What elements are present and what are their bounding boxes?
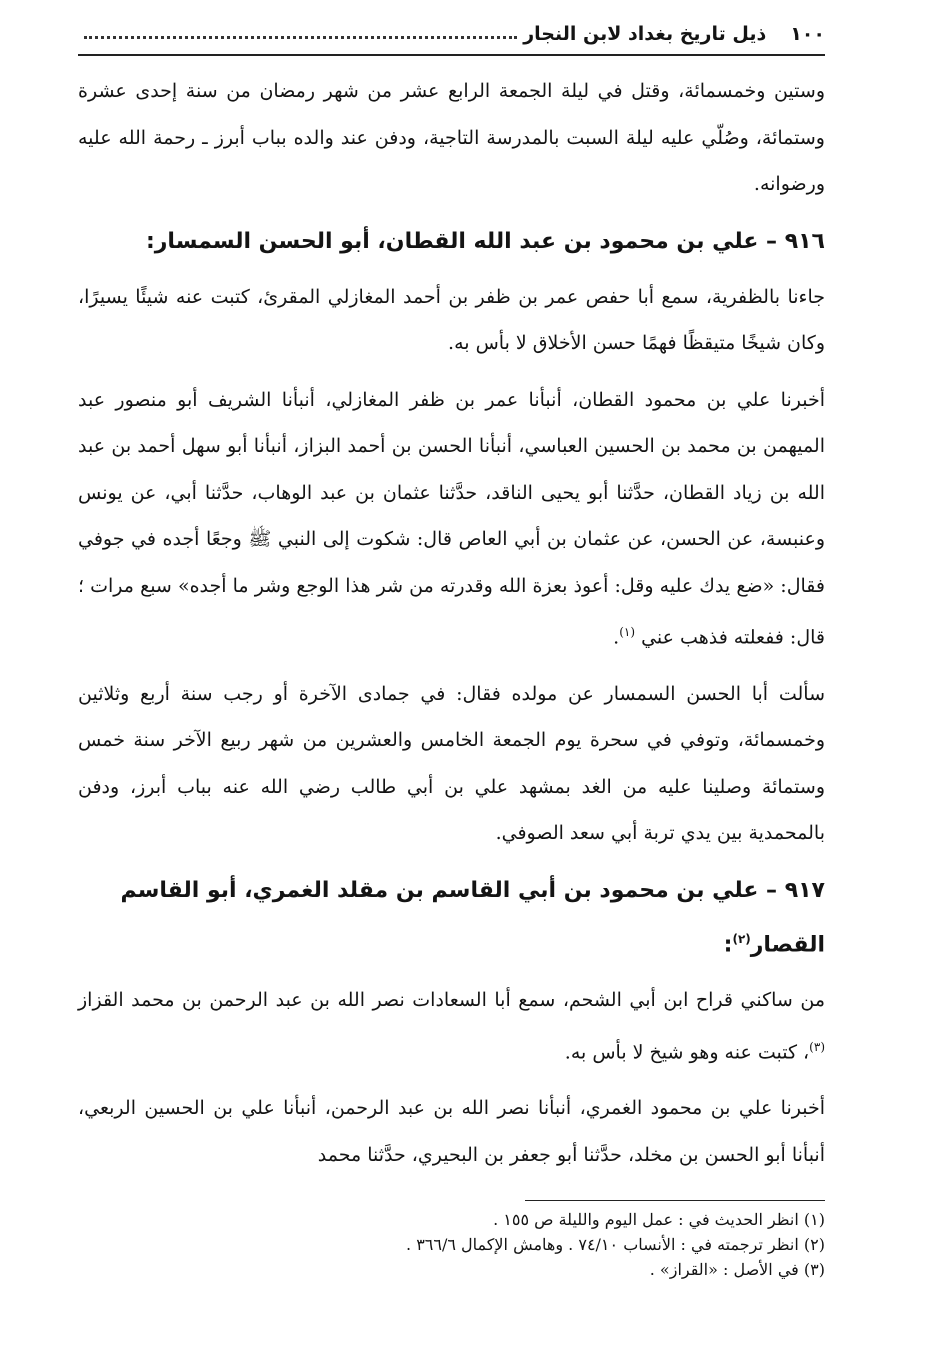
paragraph-continuation: وستين وخمسمائة، وقتل في ليلة الجمعة الرابع عشر من شهر رمضان من سنة إحدى عشرة وستمائة، وصُلّي عليه ليلة السبت بالمدرسة التاجية، ودفن عند والده بباب أبرز ـ رحمة الله عليه ورضوانه. bbox=[78, 80, 825, 195]
entry-917-heading: ٩١٧ – علي بن محمود بن أبي القاسم بن مقلد الغمري، أبو القاسم القصار$^{(٢)}$: bbox=[120, 877, 825, 958]
page-number: ١٠٠ bbox=[790, 23, 825, 45]
entry-916-heading: ٩١٦ – علي بن محمود بن عبد الله القطان، أبو الحسن السمسار: bbox=[145, 228, 825, 254]
entry-916-hadith-text: أخبرنا علي بن محمود القطان، أنبأنا عمر بن ظفر المغازلي، أنبأنا الشريف أبو منصور عبد الميهمن بن محمد بن الحسين العباسي، أنبأنا الحسن بن أحمد البزاز، أنبأنا أبو سهل أحمد بن عبد الله بن زياد القطان، حدَّثنا أبو يحيى الناقد، حدَّثنا عثمان بن عبد الوهاب، حدَّثنا أبي، عن يونس وعنبسة، عن الحسن، عن عثمان بن أبي العاص قال: شكوت إلى النبي ﷺ وجعًا أجده في جوفي فقال: «ضع يدك عليه وقل: أعوذ بعزة الله وقدرته من شر هذا الوجع وشر ما أجده» سبع مرات ؛ قال: ففعلته فذهب عني bbox=[78, 388, 825, 649]
footnote-ref-2: (٢) bbox=[732, 931, 751, 946]
entry-916-birth-death: سألت أبا الحسن السمسار عن مولده فقال: في جمادى الآخرة أو رجب سنة أربع وثلاثين وخمسمائة، وتوفي في سحرة يوم الجمعة الخامس والعشرين من شهر ربيع الآخر سنة خمس وستمائة وصلينا عليه من الغد بمشهد علي بن أبي طالب رضي الله عنه بباب أبرز، ودفن بالمحمدية بين يدي تربة أبي سعد الصوفي. bbox=[78, 682, 825, 845]
entry-917-bio-text-a: من ساكني قراح ابن أبي الشحم، سمع أبا السعادات نصر الله بن عبد الرحمن بن محمد القزاز bbox=[78, 989, 825, 1012]
footnote-ref-3: (٣) bbox=[809, 1039, 825, 1054]
footnote-ref-1: (١) bbox=[619, 625, 636, 639]
running-title: ذيل تاريخ بغداد لابن النجار bbox=[523, 23, 767, 45]
footnotes bbox=[78, 1200, 825, 1282]
footnote-rule bbox=[525, 1200, 825, 1201]
entry-916-bio: جاءنا بالظفرية، سمع أبا حفص عمر بن ظفر بن أحمد المغازلي المقرئ، كتبت عنه شيئًا يسيرًا، وكان شيخًا متيقظًا فهمًا حسن الأخلاق لا بأس به. bbox=[78, 285, 825, 354]
footnote-1: (١) انظر الحديث في : عمل اليوم والليلة ص ١٥٥ . bbox=[493, 1210, 825, 1229]
footnote-2: (٢) انظر ترجمته في : الأنساب ٧٤/١٠ . وهامش الإكمال ٣٦٦/٦ . bbox=[406, 1235, 825, 1254]
running-header bbox=[78, 14, 825, 56]
entry-916-hadith: أخبرنا علي بن محمود القطان، أنبأنا عمر بن ظفر المغازلي، أنبأنا الشريف أبو منصور عبد الميهمن بن محمد بن الحسين العباسي، أنبأنا الحسن بن أحمد البزاز، أنبأنا أبو سهل أحمد بن عبد الله بن زياد القطان، حدَّثنا أبو يحيى الناقد، حدَّثنا عثمان بن عبد الوهاب، حدَّثنا أبي، عن يونس وعنبسة، عن الحسن، عن عثمان بن أبي العاص قال: شكوت إلى النبي ﷺ وجعًا أجده في جوفي فقال: «ضع يدك عليه وقل: أعوذ بعزة الله وقدرته من شر هذا الوجع وشر ما أجده» سبع مرات ؛ قال: ففعلته فذهب عني $^{(١)}$. bbox=[78, 388, 825, 649]
footnote-3: (٣) في الأصل : «القراز» . bbox=[649, 1260, 825, 1279]
entry-917-bio-text-b: ، كتبت عنه وهو شيخ لا بأس به. bbox=[564, 1040, 810, 1063]
entry-917-heading-text: ٩١٧ – علي بن محمود بن أبي القاسم بن مقلد الغمري، أبو القاسم القصار bbox=[120, 877, 825, 958]
entry-917-bio bbox=[78, 977, 825, 1075]
entry-917-isnad: أخبرنا علي بن محمود الغمري، أنبأنا نصر الله بن عبد الرحمن، أنبأنا علي بن الحسين الربعي، أنبأنا أبو الحسن بن مخلد، حدَّثنا أبو جعفر بن البحيري، حدَّثنا محمد bbox=[78, 1097, 825, 1166]
header-dot-leader bbox=[84, 36, 517, 39]
